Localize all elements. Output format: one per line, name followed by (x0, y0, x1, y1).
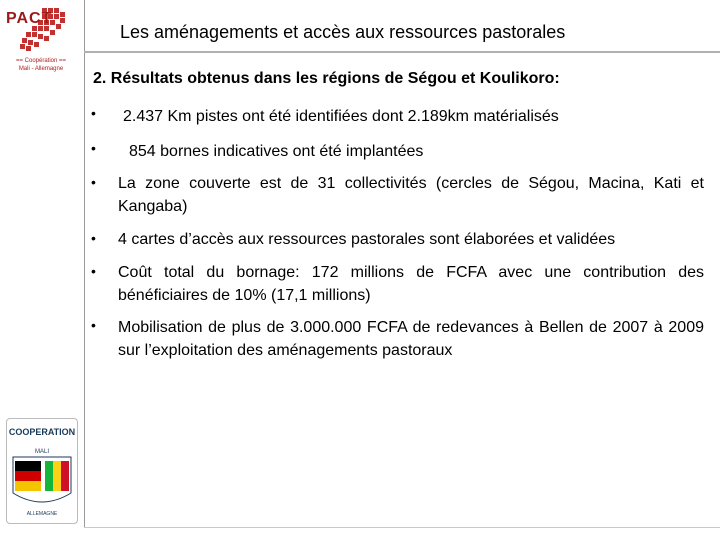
bullet-marker: • (91, 140, 96, 156)
pact-logo (2, 2, 74, 74)
bullet-marker: • (91, 317, 96, 333)
pact-subtitle-line1: == Coopération == (15, 58, 67, 64)
cooperation-mali: MALI (34, 449, 49, 455)
bullet-item-zone: La zone couverte est de 31 collectivités (cercles de Ségou, Macina, Kati et Kangaba) (118, 175, 704, 215)
bullet-marker: • (91, 230, 96, 246)
cooperation-allemagne: ALLEMAGNE (26, 511, 58, 517)
bullet-item-pistes: 2.437 Km pistes ont été identifiées dont 2.189km matérialisés (123, 108, 559, 125)
header-divider (84, 51, 720, 53)
bullet-item-redevances: Mobilisation de plus de 3.000.000 FCFA de redevances à Bellen de 2007 à 2009 sur l’exploitation des aménagements pastoraux (118, 319, 704, 359)
section-heading: 2. Résultats obtenus dans les régions de Ségou et Koulikoro: (93, 70, 560, 87)
footer-divider (84, 527, 720, 528)
cooperation-badge (6, 418, 78, 524)
cooperation-title: COOPERATION (8, 427, 76, 437)
bullet-item-bornes: 854 bornes indicatives ont été implantées (129, 143, 424, 160)
bullet-marker: • (91, 263, 96, 279)
bullet-item-cout: Coût total du bornage: 172 millions de FCFA avec une contribution des bénéficiaires de 10% (17,1 millions) (118, 264, 704, 304)
bullet-marker: • (91, 174, 96, 190)
page-title: Les aménagements et accès aux ressources pastorales (120, 22, 566, 42)
flags-icon (7, 419, 77, 523)
bullet-marker: • (91, 105, 96, 121)
bullet-item-cartes: 4 cartes d’accès aux ressources pastorales sont élaborées et validées (118, 231, 616, 248)
vertical-divider (84, 0, 85, 528)
pact-logo-subtitle (8, 57, 74, 73)
pact-logo-text: PACT (6, 10, 53, 27)
pact-subtitle-line2: Mali - Allemagne (18, 66, 64, 72)
